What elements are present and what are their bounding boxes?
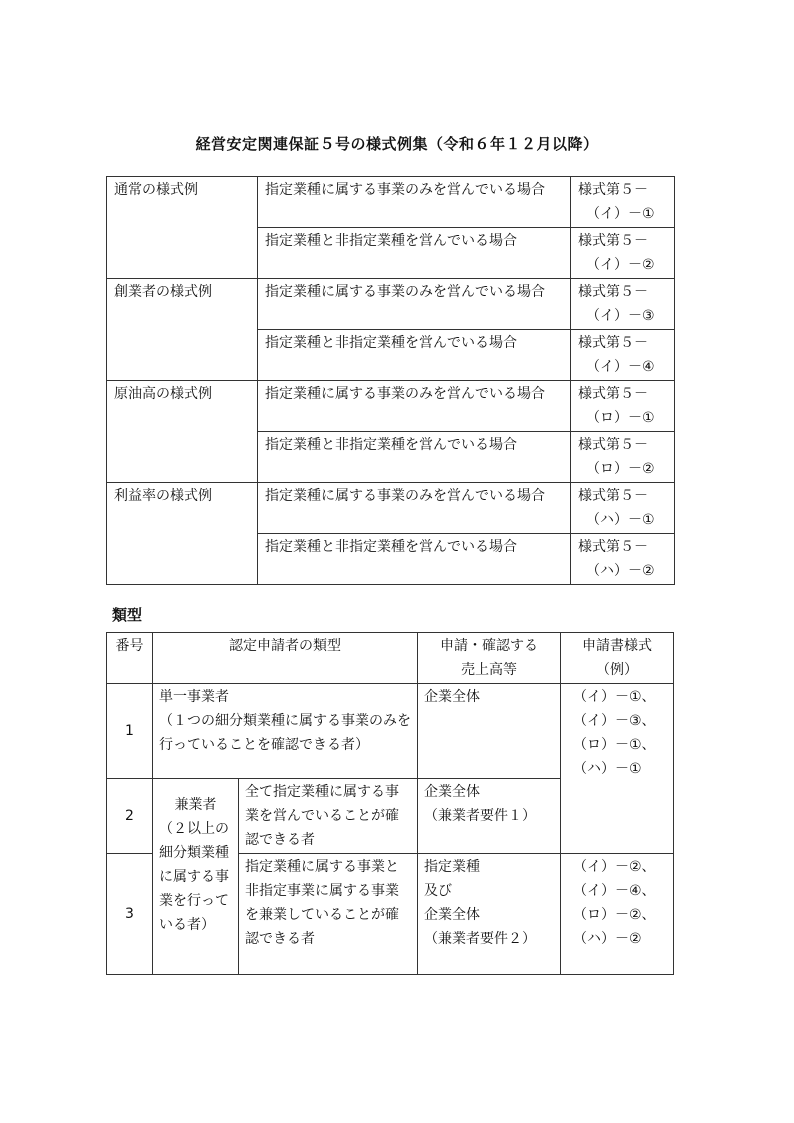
header-form <box>561 633 674 684</box>
form-line-2: （ハ）－① <box>586 512 655 528</box>
header-sales-line-2: 売上高等 <box>461 662 517 678</box>
header-sales <box>418 633 561 684</box>
form-example: （ハ）－② <box>573 931 642 947</box>
multi-business-cell <box>153 779 239 975</box>
category-cell: 原油高の様式例 <box>107 381 258 483</box>
sub-type-cell: 指定業種に属する事業と非指定事業に属する事業を兼業していることが確認できる者 <box>239 854 418 975</box>
category-cell: 利益率の様式例 <box>107 483 258 585</box>
form-example: （ロ）－①、 <box>573 737 656 753</box>
type-title: 単一事業者 <box>159 689 229 705</box>
header-form-line-1: 申請書様式 <box>582 638 652 654</box>
form-line-2: （ロ）－② <box>586 461 655 477</box>
form-example: （ハ）－① <box>573 761 642 777</box>
form-cell <box>571 483 675 534</box>
form-example: （ロ）－②、 <box>573 907 656 923</box>
row-number: 2 <box>107 779 153 854</box>
header-number: 番号 <box>107 633 153 684</box>
form-line-2: （イ）－④ <box>586 359 655 375</box>
sales-line: 及び <box>424 883 452 899</box>
sales-line: 企業全体 <box>424 907 480 923</box>
form-line-2: （ロ）－① <box>586 410 655 426</box>
form-example: （イ）－①、 <box>573 689 656 705</box>
condition-cell: 指定業種に属する事業のみを営んでいる場合 <box>258 279 571 330</box>
row-number: 3 <box>107 854 153 975</box>
form-cell <box>571 330 675 381</box>
header-applicant-type: 認定申請者の類型 <box>153 633 418 684</box>
multi-business-title: 兼業者 <box>174 797 217 813</box>
form-cell <box>571 381 675 432</box>
sales-cell: 企業全体 <box>418 684 561 779</box>
row-number: 1 <box>107 684 153 779</box>
condition-cell: 指定業種と非指定業種を営んでいる場合 <box>258 432 571 483</box>
table-row <box>107 483 675 534</box>
form-cell <box>571 279 675 330</box>
table-header-row <box>107 633 674 684</box>
form-cell <box>571 432 675 483</box>
header-form-line-2: （例） <box>596 662 638 678</box>
condition-cell: 指定業種と非指定業種を営んでいる場合 <box>258 330 571 381</box>
condition-cell: 指定業種と非指定業種を営んでいる場合 <box>258 534 571 585</box>
table-row <box>107 279 675 330</box>
sales-cell <box>418 779 561 854</box>
form-examples-table <box>106 176 675 585</box>
form-line-1: 様式第５－ <box>578 182 648 198</box>
form-line-1: 様式第５－ <box>578 233 648 249</box>
category-cell: 創業者の様式例 <box>107 279 258 381</box>
form-line-1: 様式第５－ <box>578 539 648 555</box>
form-examples-cell <box>561 684 674 854</box>
form-line-2: （イ）－② <box>586 257 655 273</box>
condition-cell: 指定業種に属する事業のみを営んでいる場合 <box>258 483 571 534</box>
form-line-2: （イ）－③ <box>586 308 655 324</box>
sales-line: （兼業者要件２） <box>424 931 536 947</box>
applicant-types-table <box>106 632 674 975</box>
header-sales-line-1: 申請・確認する <box>440 638 538 654</box>
form-line-1: 様式第５－ <box>578 386 648 402</box>
form-example: （イ）－③、 <box>573 713 656 729</box>
sub-type-cell: 全て指定業種に属する事業を営んでいることが確認できる者 <box>239 779 418 854</box>
condition-cell: 指定業種に属する事業のみを営んでいる場合 <box>258 177 571 228</box>
table-row <box>107 381 675 432</box>
condition-cell: 指定業種に属する事業のみを営んでいる場合 <box>258 381 571 432</box>
sales-value: 企業全体 <box>424 784 480 800</box>
page-title: 経営安定関連保証５号の様式例集（令和６年１２月以降） <box>195 135 599 153</box>
sales-line: 指定業種 <box>424 859 480 875</box>
form-line-1: 様式第５－ <box>578 335 648 351</box>
form-example: （イ）－②、 <box>573 859 656 875</box>
form-line-2: （イ）－① <box>586 206 655 222</box>
form-line-1: 様式第５－ <box>578 437 648 453</box>
category-cell: 通常の様式例 <box>107 177 258 279</box>
sales-sub: （兼業者要件１） <box>424 808 536 824</box>
types-heading: 類型 <box>112 606 143 624</box>
multi-business-desc: （２以上の細分類業種に属する事業を行っている者） <box>159 821 229 933</box>
table-row <box>107 684 674 779</box>
sales-cell <box>418 854 561 975</box>
form-cell <box>571 534 675 585</box>
form-example: （イ）－④、 <box>573 883 656 899</box>
form-cell <box>571 228 675 279</box>
form-examples-cell <box>561 854 674 975</box>
applicant-type-cell <box>153 684 418 779</box>
type-desc: （１つの細分類業種に属する事業のみを行っていることを確認できる者） <box>159 713 411 753</box>
form-line-1: 様式第５－ <box>578 284 648 300</box>
form-cell <box>571 177 675 228</box>
form-line-1: 様式第５－ <box>578 488 648 504</box>
form-line-2: （ハ）－② <box>586 563 655 579</box>
condition-cell: 指定業種と非指定業種を営んでいる場合 <box>258 228 571 279</box>
table-row <box>107 177 675 228</box>
